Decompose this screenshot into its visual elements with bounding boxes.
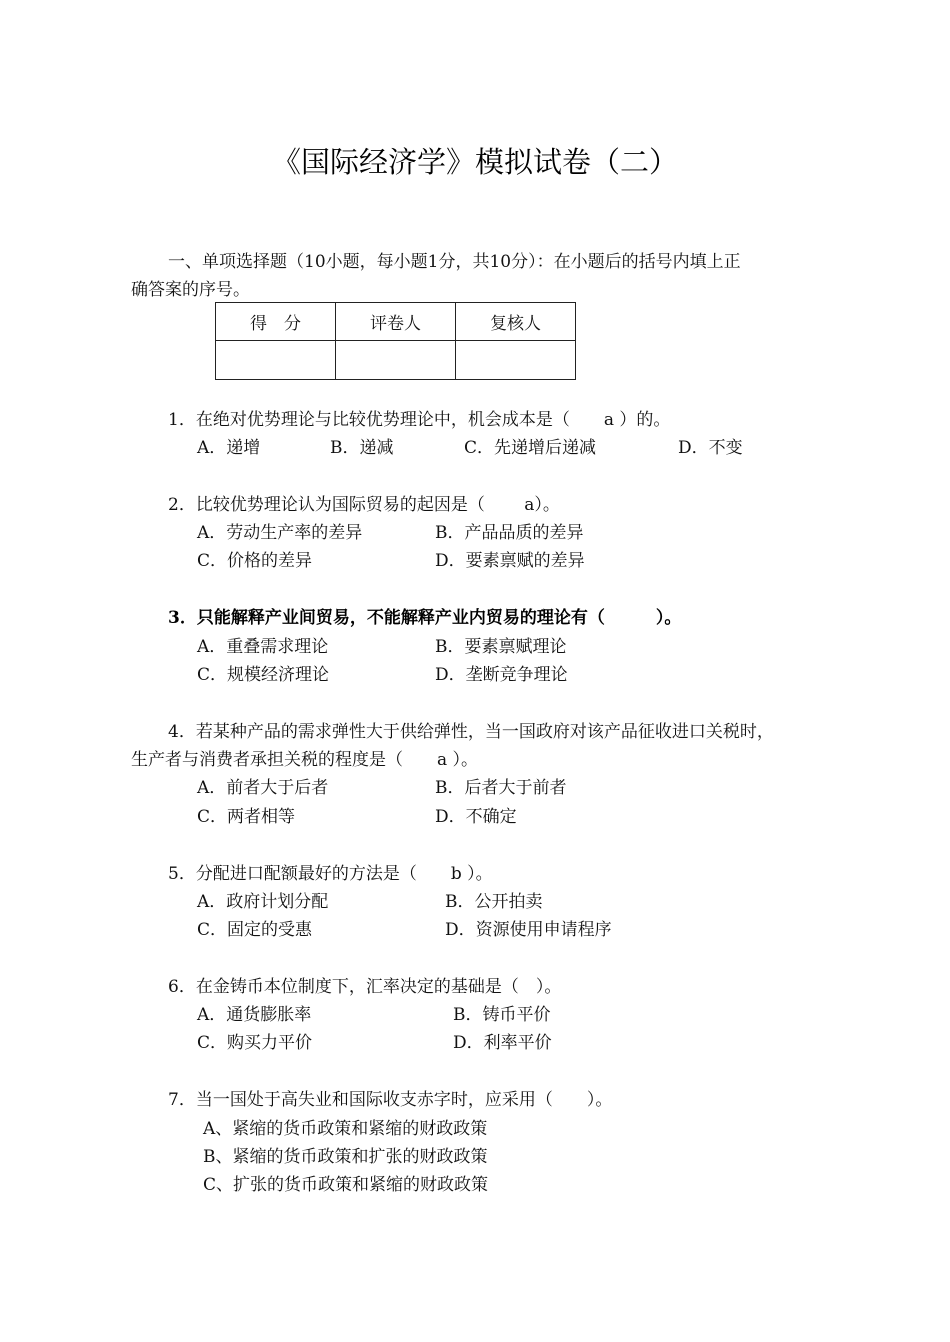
page-title: 《国际经济学》模拟试卷（二） [271, 145, 678, 179]
question-4-option-c: C．两者相等 [197, 807, 296, 827]
question-3-option-b: B．要素禀赋理论 [435, 637, 567, 657]
question-1-option-b: B．递减 [330, 438, 394, 458]
question-7-option-a: A、紧缩的货币政策和紧缩的财政政策 [203, 1119, 488, 1139]
score-table [215, 302, 576, 380]
score-header: 得 分 [216, 303, 336, 341]
question-2-option-d: D．要素禀赋的差异 [435, 551, 585, 571]
question-2-option-b: B．产品品质的差异 [435, 523, 584, 543]
question-2-option-a: A．劳动生产率的差异 [197, 523, 363, 543]
grader-cell[interactable] [336, 341, 456, 380]
reviewer-header: 复核人 [456, 303, 576, 341]
question-7-option-c: C、扩张的货币政策和紧缩的财政政策 [203, 1175, 489, 1195]
question-5-option-a: A．政府计划分配 [197, 892, 329, 912]
question-5-option-c: C．固定的受惠 [197, 920, 313, 940]
reviewer-cell[interactable] [456, 341, 576, 380]
question-4-option-a: A．前者大于后者 [197, 778, 329, 798]
section-heading: 一、单项选择题（10小题，每小题1分，共10分）：在小题后的括号内填上正 [168, 252, 741, 272]
score-cell[interactable] [216, 341, 336, 380]
question-7-option-b: B、紧缩的货币政策和扩张的财政政策 [203, 1147, 488, 1167]
grader-header: 评卷人 [336, 303, 456, 341]
question-5-option-d: D．资源使用申请程序 [445, 920, 612, 940]
question-5-option-b: B．公开拍卖 [445, 892, 543, 912]
question-4-option-d: D．不确定 [435, 807, 517, 827]
question-3-option-c: C．规模经济理论 [197, 665, 330, 685]
question-4-option-b: B．后者大于前者 [435, 778, 567, 798]
question-4-stem: 4．若某种产品的需求弹性大于供给弹性，当一国政府对该产品征收进口关税时， [168, 722, 774, 742]
question-6-option-b: B．铸币平价 [453, 1005, 551, 1025]
question-3-stem: 3．只能解释产业间贸易，不能解释产业内贸易的理论有（ ）。 [168, 608, 682, 628]
question-5-stem: 5．分配进口配额最好的方法是（ b ）。 [168, 864, 493, 884]
question-6-option-a: A．通货膨胀率 [197, 1005, 312, 1025]
question-3-option-a: A．重叠需求理论 [197, 637, 329, 657]
question-4-stem-continued: 生产者与消费者承担关税的程度是（ a ）。 [131, 750, 479, 770]
question-6-stem: 6．在金铸币本位制度下，汇率决定的基础是（ ）。 [168, 977, 562, 997]
question-1-stem: 1．在绝对优势理论与比较优势理论中，机会成本是（ a ）的。 [168, 410, 671, 430]
question-6-option-c: C．购买力平价 [197, 1033, 313, 1053]
question-2-stem: 2．比较优势理论认为国际贸易的起因是（ a）。 [168, 495, 560, 515]
section-heading-continued: 确答案的序号。 [131, 280, 250, 300]
question-7-stem: 7．当一国处于高失业和国际收支赤字时，应采用（ ）。 [168, 1090, 613, 1110]
question-1-option-c: C．先递增后递减 [464, 438, 597, 458]
question-2-option-c: C．价格的差异 [197, 551, 313, 571]
question-1-option-d: D．不变 [678, 438, 743, 458]
question-6-option-d: D．利率平价 [453, 1033, 552, 1053]
question-3-option-d: D．垄断竞争理论 [435, 665, 568, 685]
question-1-option-a: A．递增 [197, 438, 261, 458]
